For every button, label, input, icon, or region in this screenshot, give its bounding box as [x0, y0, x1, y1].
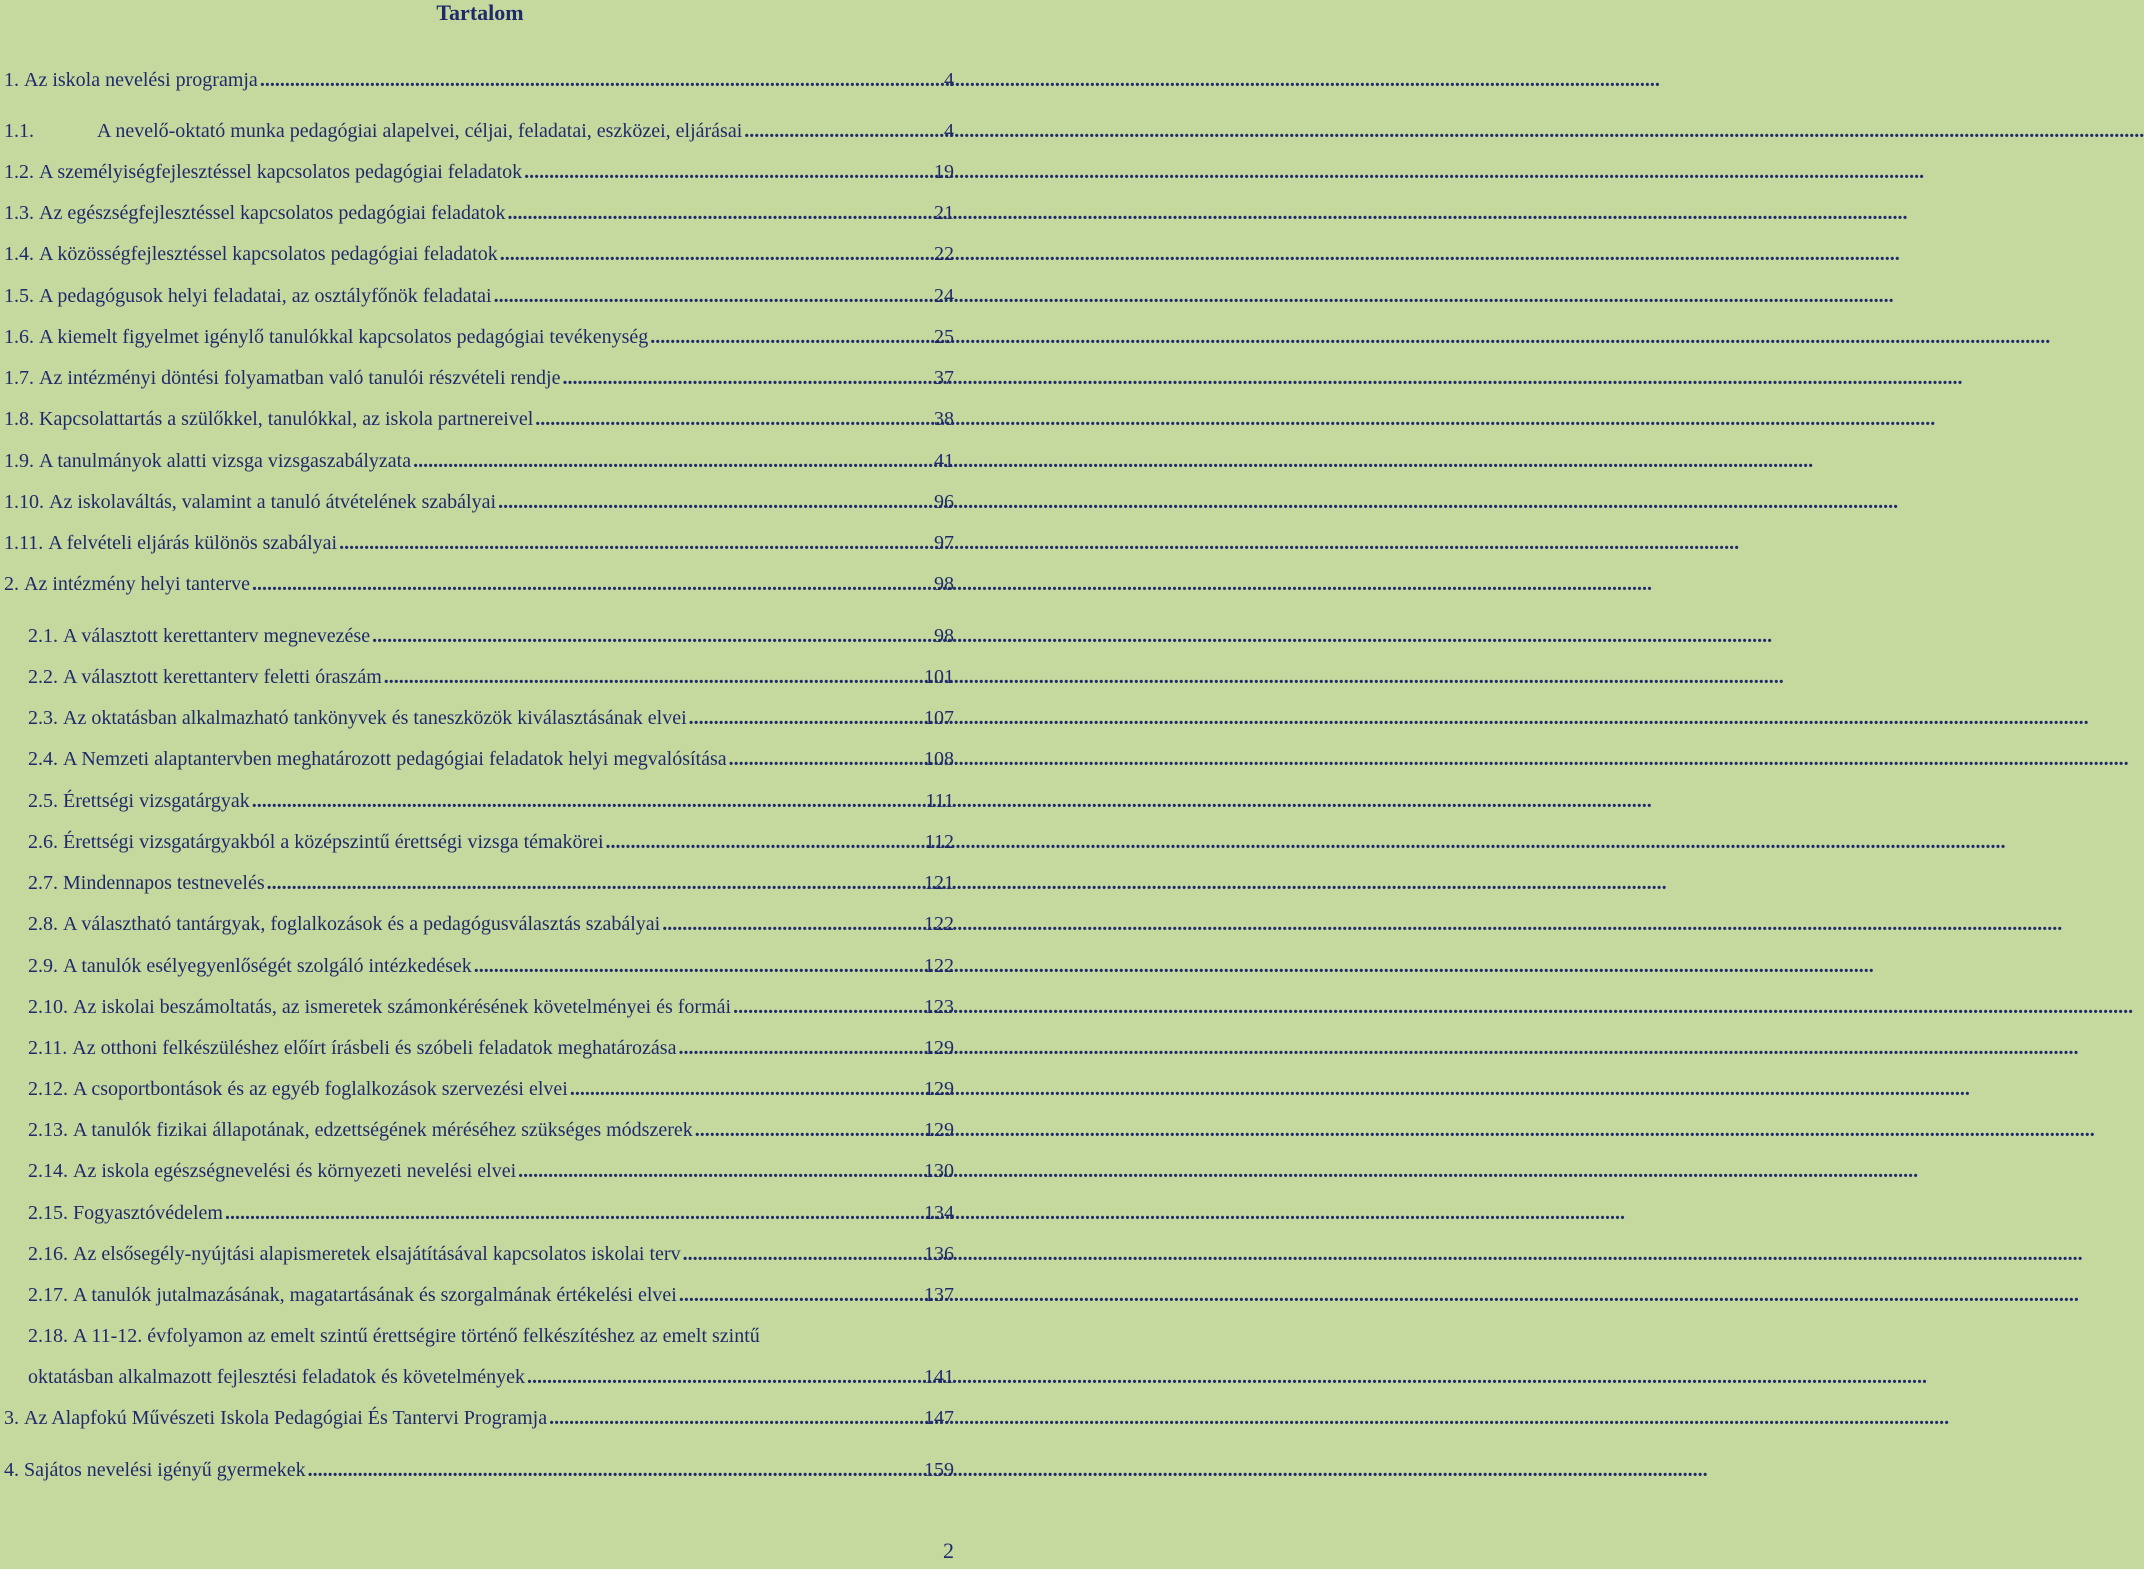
toc-dot-leader — [527, 1364, 922, 1390]
toc-entry-page: 134 — [924, 1202, 954, 1224]
toc-entry-number: 2.17. — [28, 1284, 68, 1306]
toc-entry-title: Az egészségfejlesztéssel kapcsolatos pedagógiai feladatok — [39, 202, 506, 224]
toc-entry-2-11[interactable] — [28, 1035, 954, 1061]
toc-entry-page: 112 — [924, 831, 954, 853]
toc-entry-title: Érettségi vizsgatárgyak — [63, 790, 250, 812]
toc-entry-number: 1.6. — [4, 326, 34, 348]
toc-entry-4[interactable] — [4, 1457, 954, 1483]
toc-entry-3[interactable] — [4, 1405, 954, 1431]
toc-entry-1-8[interactable] — [4, 406, 954, 432]
toc-entry-number: 2.15. — [28, 1202, 68, 1224]
toc-entry-2-1[interactable] — [28, 623, 954, 649]
toc-entry-2-18[interactable] — [28, 1323, 954, 1349]
toc-entry-number: 1.7. — [4, 367, 34, 389]
toc-entry-title: A személyiségfejlesztéssel kapcsolatos pedagógiai feladatok — [39, 161, 523, 183]
toc-entry-title: Az iskola egészségnevelési és környezeti nevelési elvei — [73, 1160, 517, 1182]
toc-entry-number: 2.5. — [28, 790, 58, 812]
toc-dot-leader — [524, 159, 932, 185]
toc-dot-leader — [650, 324, 932, 350]
toc-dot-leader — [474, 953, 922, 979]
toc-entry-title: Kapcsolattartás a szülőkkel, tanulókkal, az iskola partnereivel — [39, 408, 534, 430]
toc-dot-leader — [679, 1282, 922, 1308]
toc-entry-2-8[interactable] — [28, 911, 954, 937]
page-title: Tartalom — [436, 0, 524, 25]
toc-entry-2-7[interactable] — [28, 870, 954, 896]
toc-entry-title: Az iskolaváltás, valamint a tanuló átvételének szabályai — [49, 491, 497, 513]
toc-entry-page: 97 — [934, 532, 954, 554]
toc-dot-leader — [695, 1117, 922, 1143]
toc-entry-number: 2.8. — [28, 913, 58, 935]
toc-entry-page: 107 — [924, 707, 954, 729]
toc-dot-leader — [384, 664, 922, 690]
toc-entry-number: 2.9. — [28, 955, 58, 977]
toc-entry-2-5[interactable] — [28, 788, 954, 814]
toc-entry-page: 98 — [934, 573, 954, 595]
toc-dot-leader — [562, 365, 932, 391]
toc-entry-1-7[interactable] — [4, 365, 954, 391]
toc-dot-leader — [372, 623, 932, 649]
toc-dot-leader — [507, 200, 932, 226]
toc-entry-page: 37 — [934, 367, 954, 389]
toc-dot-leader — [413, 448, 932, 474]
toc-dot-leader — [729, 746, 922, 772]
toc-entry-title: Az Alapfokú Művészeti Iskola Pedagógiai És Tantervi Programja — [24, 1407, 548, 1429]
toc-entry-title: Az intézményi döntési folyamatban való tanulói részvételi rendje — [39, 367, 561, 389]
toc-dot-leader — [252, 788, 924, 814]
toc-entry-title: A választott kerettanterv feletti óraszám — [63, 666, 382, 688]
toc-entry-title: Az oktatásban alkalmazható tankönyvek és taneszközök kiválasztásának elvei — [63, 707, 687, 729]
toc-dot-leader — [252, 571, 932, 597]
toc-entry-title: A pedagógusok helyi feladatai, az osztályfőnök feladatai — [39, 285, 492, 307]
toc-dot-leader — [339, 530, 932, 556]
toc-entry-number: 1.2. — [4, 161, 34, 183]
toc-entry-number: 4. — [4, 1459, 19, 1481]
toc-entry-title: Az intézmény helyi tanterve — [24, 573, 251, 595]
toc-dot-leader — [518, 1158, 922, 1184]
toc-entry-number: 2.13. — [28, 1119, 68, 1141]
toc-entry-2-10[interactable] — [28, 994, 954, 1020]
toc-entry-title: A választható tantárgyak, foglalkozások és a pedagógusválasztás szabályai — [63, 913, 661, 935]
toc-entry-number: 2.12. — [28, 1078, 68, 1100]
toc-entry-page: 38 — [934, 408, 954, 430]
toc-entry-1-5[interactable] — [4, 283, 954, 309]
toc-entry-1[interactable] — [4, 67, 954, 93]
toc-entry-1-1[interactable] — [4, 118, 954, 144]
toc-entry-page: 21 — [934, 202, 954, 224]
toc-entry-number: 2.2. — [28, 666, 58, 688]
toc-entry-title: Mindennapos testnevelés — [63, 872, 265, 894]
toc-entry-2-6[interactable] — [28, 829, 954, 855]
toc-entry-number: 2. — [4, 573, 19, 595]
toc-entry-number: 1.5. — [4, 285, 34, 307]
toc-entry-number: 2.4. — [28, 748, 58, 770]
toc-entry-2-9[interactable] — [28, 953, 954, 979]
toc-entry-1-10[interactable] — [4, 489, 954, 515]
toc-entry-page: 111 — [925, 790, 954, 812]
toc-entry-page: 123 — [924, 996, 954, 1018]
toc-entry-title: A 11-12. évfolyamon az emelt szintű érettségire történő felkészítéshez az emelt szintű — [73, 1325, 760, 1347]
toc-entry-number: 1.1. — [4, 120, 34, 142]
toc-entry-1-11[interactable] — [4, 530, 954, 556]
toc-entry-title: A tanulmányok alatti vizsga vizsgaszabályzata — [39, 450, 412, 472]
toc-entry-page: 101 — [924, 666, 954, 688]
toc-entry-page: 98 — [934, 625, 954, 647]
toc-entry-page: 130 — [924, 1160, 954, 1182]
toc-entry-number: 2.14. — [28, 1160, 68, 1182]
toc-entry-number: 1.10. — [4, 491, 44, 513]
toc-entry-2-15[interactable] — [28, 1200, 954, 1226]
toc-entry-number: 2.7. — [28, 872, 58, 894]
toc-entry-title: Az iskola nevelési programja — [24, 69, 258, 91]
toc-entry-page: 159 — [924, 1459, 954, 1481]
toc-entry-page: 137 — [924, 1284, 954, 1306]
toc-entry-page: 129 — [924, 1037, 954, 1059]
toc-dot-leader — [535, 406, 932, 432]
toc-entry-1-3[interactable] — [4, 200, 954, 226]
toc-entry-number: 2.10. — [28, 996, 68, 1018]
page-number: 2 — [943, 1538, 954, 1563]
toc-entry-page: 96 — [934, 491, 954, 513]
toc-entry-title: A tanulók jutalmazásának, magatartásának és szorgalmának értékelési elvei — [73, 1284, 677, 1306]
toc-entry-title: A tanulók fizikai állapotának, edzettségének méréséhez szükséges módszerek — [73, 1119, 693, 1141]
toc-entry-page: 147 — [924, 1407, 954, 1429]
toc-entry-1-4[interactable] — [4, 241, 954, 267]
toc-entry-page: 4 — [944, 120, 954, 142]
toc-entry-number: 3. — [4, 1407, 19, 1429]
toc-entry-title: A választott kerettanterv megnevezése — [63, 625, 371, 647]
toc-entry-page: 19 — [934, 161, 954, 183]
toc-entry-title: A nevelő-oktató munka pedagógiai alapelvei, céljai, feladatai, eszközei, eljárásai — [97, 120, 743, 142]
toc-entry-2-2[interactable] — [28, 664, 954, 690]
toc-dot-leader — [267, 870, 922, 896]
toc-entry-title: Az iskolai beszámoltatás, az ismeretek számonkérésének követelményei és formái — [73, 996, 732, 1018]
toc-entry-number: 1.4. — [4, 243, 34, 265]
toc-entry-page: 25 — [934, 326, 954, 348]
toc-entry-title: A csoportbontások és az egyéb foglalkozások szervezési elvei — [73, 1078, 568, 1100]
toc-dot-leader — [662, 911, 922, 937]
toc-entry-page: 122 — [924, 913, 954, 935]
toc-dot-leader — [744, 118, 942, 144]
toc-entry-2-16[interactable] — [28, 1241, 954, 1267]
toc-dot-leader — [606, 829, 923, 855]
toc-entry-number: 1. — [4, 69, 19, 91]
toc-entry-number: 1.8. — [4, 408, 34, 430]
toc-entry-2-14[interactable] — [28, 1158, 954, 1184]
toc-entry-2-4[interactable] — [28, 746, 954, 772]
toc-dot-leader — [678, 1035, 922, 1061]
toc-entry-title: A közösségfejlesztéssel kapcsolatos pedagógiai feladatok — [39, 243, 498, 265]
toc-entry-page: 4 — [944, 69, 954, 91]
toc-entry-number: 1.9. — [4, 450, 34, 472]
toc-entry-title: Az otthoni felkészüléshez előírt írásbeli és szóbeli feladatok meghatározása — [72, 1037, 677, 1059]
toc-entry-page: 136 — [924, 1243, 954, 1265]
toc-entry-number: 2.1. — [28, 625, 58, 647]
toc-dot-leader — [689, 705, 922, 731]
toc-entry-page: 108 — [924, 748, 954, 770]
toc-entry-title: Sajátos nevelési igényű gyermekek — [24, 1459, 306, 1481]
toc-entry-page: 141 — [924, 1366, 954, 1388]
toc-entry-title: A kiemelt figyelmet igénylő tanulókkal kapcsolatos pedagógiai tevékenység — [39, 326, 649, 348]
toc-entry-page: 129 — [924, 1078, 954, 1100]
toc-dot-leader — [260, 67, 942, 93]
toc-entry-title: A tanulók esélyegyenlőségét szolgáló intézkedések — [63, 955, 472, 977]
toc-dot-leader — [683, 1241, 922, 1267]
toc-entry-page: 24 — [934, 285, 954, 307]
toc-entry-number: 2.6. — [28, 831, 58, 853]
toc-entry-2-18-continued[interactable] — [28, 1364, 954, 1390]
toc-entry-number: 2.11. — [28, 1037, 68, 1059]
toc-dot-leader — [570, 1076, 922, 1102]
toc-dot-leader — [500, 241, 932, 267]
toc-entry-title: oktatásban alkalmazott fejlesztési feladatok és követelmények — [28, 1366, 526, 1388]
toc-entry-2-3[interactable] — [28, 705, 954, 731]
toc-entry-number: 1.11. — [4, 532, 44, 554]
toc-entry-number: 1.3. — [4, 202, 34, 224]
toc-entry-2[interactable] — [4, 571, 954, 597]
toc-dot-leader — [494, 283, 932, 309]
toc-entry-number: 2.3. — [28, 707, 58, 729]
toc-entry-number: 2.16. — [28, 1243, 68, 1265]
toc-entry-2-17[interactable] — [28, 1282, 954, 1308]
toc-dot-leader — [308, 1457, 922, 1483]
toc-entry-number: 2.18. — [28, 1325, 68, 1347]
toc-entry-title: Fogyasztóvédelem — [73, 1202, 223, 1224]
toc-entry-1-9[interactable] — [4, 448, 954, 474]
toc-entry-title: Az elsősegély-nyújtási alapismeretek elsajátításával kapcsolatos iskolai terv — [73, 1243, 681, 1265]
toc-entry-2-12[interactable] — [28, 1076, 954, 1102]
toc-entry-page: 41 — [934, 450, 954, 472]
toc-entry-page: 121 — [924, 872, 954, 894]
toc-entry-title: A Nemzeti alaptantervben meghatározott pedagógiai feladatok helyi megvalósítása — [63, 748, 727, 770]
toc-dot-leader — [498, 489, 932, 515]
toc-entry-title: A felvételi eljárás különös szabályai — [48, 532, 338, 554]
toc-entry-page: 129 — [924, 1119, 954, 1141]
toc-dot-leader — [549, 1405, 922, 1431]
toc-dot-leader — [225, 1200, 922, 1226]
toc-entry-1-2[interactable] — [4, 159, 954, 185]
toc-dot-leader — [733, 994, 922, 1020]
toc-entry-2-13[interactable] — [28, 1117, 954, 1143]
toc-entry-page: 122 — [924, 955, 954, 977]
toc-entry-page: 22 — [934, 243, 954, 265]
toc-entry-title: Érettségi vizsgatárgyakból a középszintű érettségi vizsga témakörei — [63, 831, 604, 853]
toc-entry-1-6[interactable] — [4, 324, 954, 350]
